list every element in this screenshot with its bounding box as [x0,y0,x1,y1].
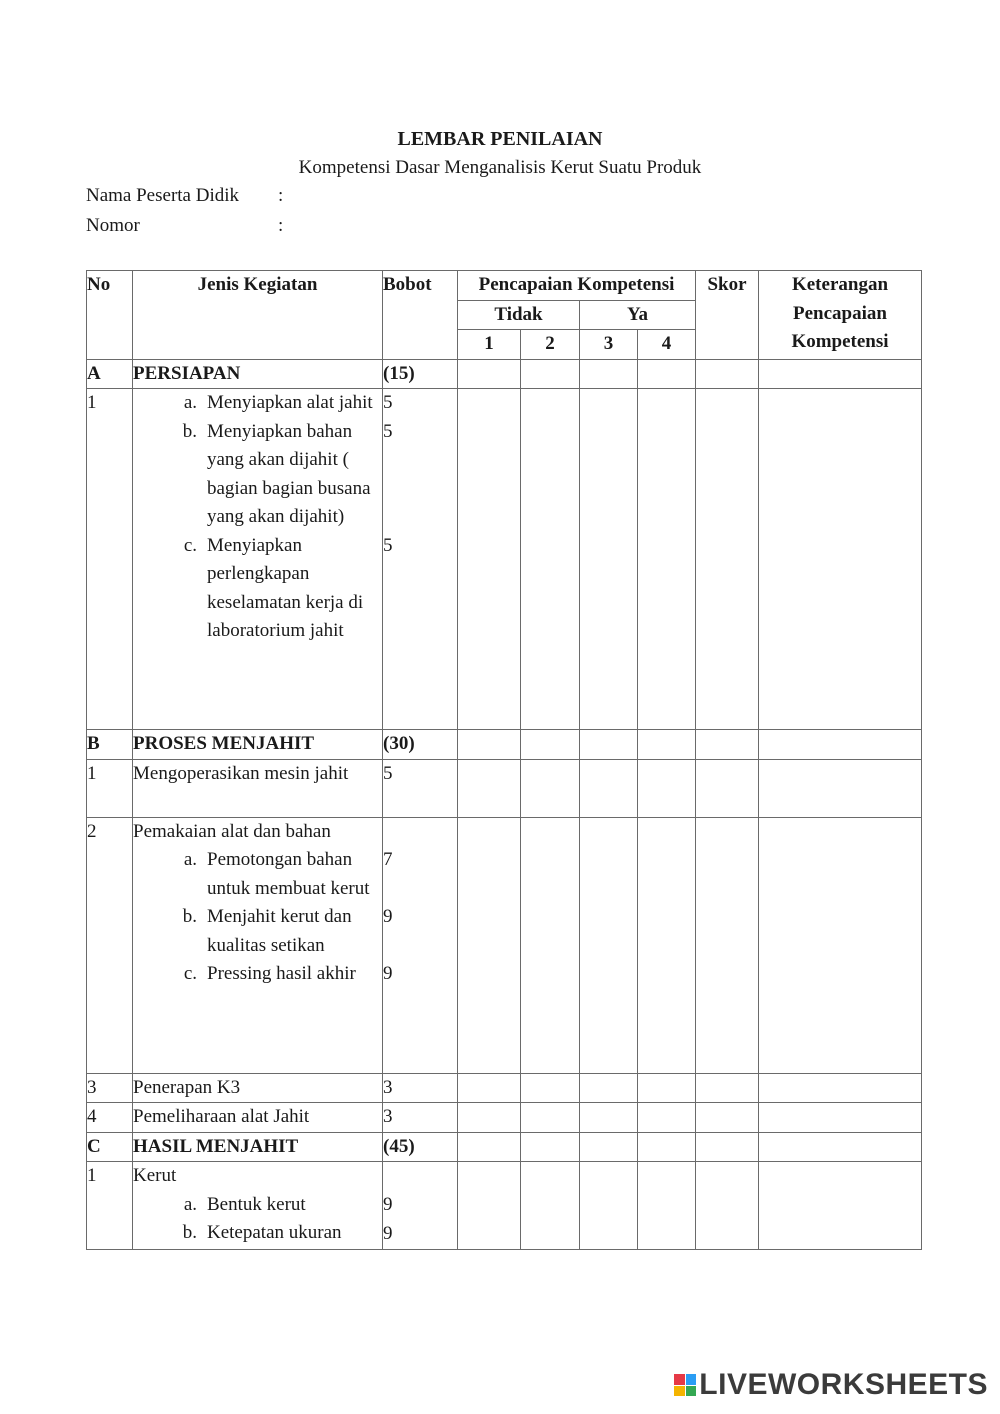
row-number: 1 [87,389,133,730]
blank-cell [759,1073,922,1103]
blank-cell [580,1162,638,1250]
blank-cell [521,359,580,389]
header-weight: Bobot [383,271,458,360]
field-label: Nama Peserta Didik [86,185,240,206]
section-weight: (45) [383,1132,458,1162]
blank-cell [638,759,696,817]
field-separator: : [278,185,284,206]
blank-cell [521,1132,580,1162]
blank-cell [759,730,922,760]
blank-cell [696,359,759,389]
header-activity: Jenis Kegiatan [133,271,383,360]
section-name: PERSIAPAN [133,359,383,389]
sub-item-label: b. [182,906,197,927]
blank-cell [696,389,759,730]
row-activity [133,1103,383,1133]
blank-cell [458,1073,521,1103]
blank-cell [458,389,521,730]
header-no: No [87,271,133,360]
table-row [87,1103,922,1133]
sub-item-label: a. [183,1193,197,1215]
sub-item-label: a. [183,849,197,870]
blank-cell [759,1103,922,1133]
sub-item-label: b. [182,420,197,442]
blank-cell [521,730,580,760]
sub-item-weight: 9 [383,1193,393,1215]
logo-square [686,1386,697,1397]
header-level: 4 [638,330,696,360]
sub-item [133,418,382,532]
row-activity [133,1073,383,1103]
header-level: 2 [521,330,580,360]
row-activity [133,817,383,1073]
table-row [87,817,922,1073]
section-weight: (15) [383,359,458,389]
blank-cell [696,1073,759,1103]
sub-item [133,846,382,903]
sub-item-weight: 9 [383,1222,393,1244]
sub-item-text: Menyiapkan bahan yang akan dijahit ( bagian bagian busana yang akan dijahit) [207,420,371,527]
blank-cell [759,389,922,730]
blank-cell [458,1103,521,1133]
blank-cell [458,730,521,760]
blank-cell [458,1162,521,1250]
section-row [87,1132,922,1162]
liveworksheets-logo [674,1368,988,1402]
assessment-table [86,270,922,1250]
logo-text: LIVEWORKSHEETS [699,1368,988,1401]
row-weight [383,1162,458,1250]
sub-item-weight: 5 [383,535,393,556]
section-name: PROSES MENJAHIT [133,730,383,760]
blank-cell [759,1132,922,1162]
sub-item [133,389,382,418]
weight-value [383,818,457,847]
blank-cell [759,759,922,817]
sub-item [133,903,382,960]
sub-item-text: Menjahit kerut dan kualitas setikan [207,906,352,956]
blank-cell [638,730,696,760]
activity-text: Penerapan K3 [133,1076,241,1098]
row-number: 1 [87,1162,133,1250]
blank-cell [638,1162,696,1250]
logo-square [674,1374,685,1385]
header-yes-group: Ya [580,300,696,330]
blank-cell [458,359,521,389]
blank-cell [521,1162,580,1250]
sub-item-weight: 9 [383,906,393,927]
blank-cell [638,389,696,730]
sub-item-text: Pemotongan bahan untuk membuat kerut [207,849,370,899]
sub-item-label: c. [183,534,197,556]
section-name: HASIL MENJAHIT [133,1132,383,1162]
sub-item-weight: 5 [383,421,393,442]
table-body [87,359,922,1249]
row-number: 3 [87,1073,133,1103]
blank-cell [580,817,638,1073]
row-weight [383,817,458,1073]
section-code: C [87,1132,133,1162]
sub-item-label: c. [183,963,197,984]
blank-cell [696,730,759,760]
blank-cell [638,1132,696,1162]
activity-text: Kerut [133,1165,177,1186]
sub-item-text: Bentuk kerut [207,1193,306,1215]
table-row [87,1073,922,1103]
blank-cell [580,1103,638,1133]
weight-value: 3 [383,1076,393,1098]
blank-cell [696,759,759,817]
sub-item-text: Menyiapkan alat jahit [207,392,373,413]
activity-text: Pemakaian alat dan bahan [133,820,331,842]
field-separator: : [278,215,284,236]
page-subtitle: Kompetensi Dasar Menganalisis Kerut Suatu Produk [298,157,702,178]
logo-square [674,1386,685,1397]
activity-text: Mengoperasikan mesin jahit [133,762,349,784]
table-header [87,271,922,360]
row-activity [133,389,383,730]
logo-mark-icon [674,1374,696,1396]
header-level: 1 [458,330,521,360]
blank-cell [521,389,580,730]
blank-cell [638,817,696,1073]
section-code: B [87,730,133,760]
row-activity [133,759,383,817]
table-row [87,389,922,730]
weight-value: 5 [383,762,393,784]
row-number: 1 [87,759,133,817]
blank-cell [521,759,580,817]
row-activity [133,1162,383,1250]
sub-item [133,1191,382,1220]
table-row [87,1162,922,1250]
sub-item-text: Ketepatan ukuran [207,1222,342,1243]
blank-cell [521,1073,580,1103]
section-weight: (30) [383,730,458,760]
row-number: 4 [87,1103,133,1133]
sub-item-weight: 9 [383,963,393,984]
field-number [86,215,284,237]
blank-cell [458,759,521,817]
page-title: LEMBAR PENILAIAN [397,128,603,150]
sub-item-label: b. [182,1222,197,1243]
blank-cell [759,817,922,1073]
header-achievement: Pencapaian Kompetensi [458,271,696,301]
sub-item-text: Menyiapkan perlengkapan keselamatan kerja di laboratorium jahit [207,534,364,641]
blank-cell [638,359,696,389]
blank-cell [696,1103,759,1133]
section-row [87,359,922,389]
header-no-group: Tidak [458,300,580,330]
sub-item-text: Pressing hasil akhir [207,963,356,984]
blank-cell [696,1162,759,1250]
blank-cell [759,359,922,389]
field-student-name [86,185,284,207]
table-row [87,759,922,817]
blank-cell [458,817,521,1073]
blank-cell [696,1132,759,1162]
blank-cell [696,817,759,1073]
blank-cell [580,759,638,817]
row-weight [383,1073,458,1103]
blank-cell [759,1162,922,1250]
blank-cell [638,1073,696,1103]
row-weight [383,759,458,817]
row-number: 2 [87,817,133,1073]
sub-item-weight: 5 [383,392,393,413]
weight-value: 3 [383,1106,393,1127]
row-weight [383,389,458,730]
sub-item [133,960,382,989]
blank-cell [580,359,638,389]
blank-cell [458,1132,521,1162]
blank-cell [580,730,638,760]
sub-item [133,1219,382,1248]
blank-cell [521,817,580,1073]
section-code: A [87,359,133,389]
blank-cell [638,1103,696,1133]
blank-cell [521,1103,580,1133]
blank-cell [580,1132,638,1162]
header-score: Skor [696,271,759,360]
activity-text: Pemeliharaan alat Jahit [133,1106,310,1127]
section-row [87,730,922,760]
sub-item-weight: 7 [383,849,393,870]
weight-value [383,1162,457,1191]
row-weight [383,1103,458,1133]
header-remarks: Keterangan Pencapaian Kompetensi [759,271,922,360]
sub-item-label: a. [183,392,197,413]
field-label: Nomor [86,215,140,236]
sub-item [133,532,382,646]
blank-cell [580,389,638,730]
header-level: 3 [580,330,638,360]
logo-square [686,1374,697,1385]
blank-cell [580,1073,638,1103]
